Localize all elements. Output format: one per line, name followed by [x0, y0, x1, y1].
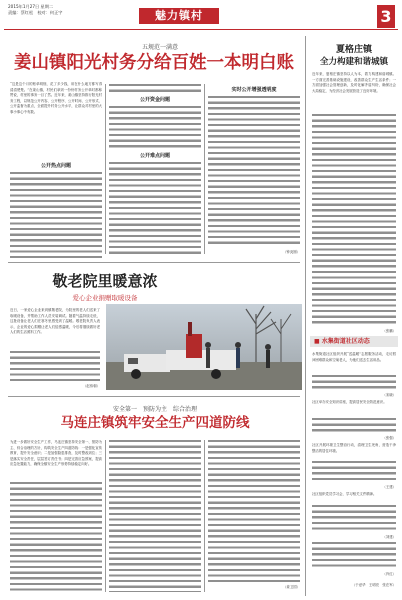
safety-byline: （姜卫国） [283, 585, 300, 589]
senior-text-col [10, 351, 100, 381]
senior-body: 近日，一家爱心企业来到镇敬老院，为院里的老人们送来了取暖设备，并帮助工作人员安装调试。随着气温持续走低，这批设备让老人们在寒冬里感受到了温暖。敬老院负责人表示，企业的爱心捐赠让老人们倍感温暖，今后将继续做好老人们的生活照料工作。 [10, 308, 100, 335]
lead-text-col-3 [208, 96, 300, 246]
lead-intro: “这是这个月的账单明细，花了多少钱，用在什么地方都写得清清楚楚。”在姜山镇，村民们拿到一份份村务公开单时都称赞说，村里的事务一目了然。近年来，姜山镇坚持推行阳光村务工程，以规范公开内容、公开程序、公开时间、公开形式、公开监督为重点，全面提升村务公开水平，让群众对村里的大事小事心中有数。 [10, 82, 102, 114]
street-news-byline-4: （刘建） [382, 535, 396, 539]
street-news-text [312, 375, 396, 391]
right-headline-2: 全力构建和谐城镇 [319, 57, 388, 67]
street-news-text [312, 542, 396, 570]
lead-subhead-3: 公开难点问题 [139, 153, 170, 159]
page-header [0, 0, 402, 30]
right-body: 近年来，夏格庄镇坚持以人为本，着力构建和谐城镇。一方面完善基础设施建设，改善群众生产生活条件；一方面加强社会管理创新，及时化解矛盾纠纷，确保社会大局稳定，为经济社会发展营造了良好环境。 [312, 72, 396, 93]
street-news-title: 水集街道社区动态 [321, 338, 370, 345]
column-rule [105, 84, 106, 254]
header-date: 2015年1月27日 星期二 [8, 4, 54, 9]
safety-text-col-3 [208, 440, 300, 582]
lead-text-col-2a [109, 84, 201, 92]
senior-byline: （赵伟朝） [83, 384, 100, 388]
header-rule [4, 29, 398, 30]
lead-subhead-2: 公开资金问题 [139, 97, 170, 103]
safety-kicker: 安全第一 预防为主 综合治理 [112, 406, 197, 413]
senior-subtitle: 爱心企业捐赠取暖设备 [72, 294, 138, 302]
right-column-rule [305, 36, 306, 596]
safety-body: 为进一步做好安全生产工作，马连庄镇坚持安全第一、预防为主、综合治理的方针，构筑安全生产四道防线：一是强化宣传教育，提升安全意识；二是加强隐患排查，及时整改到位；三是落实安全责任，层层签订责任书；四是完善应急预案，提高应急处置能力，确保全镇安全生产形势持续稳定向好。 [10, 440, 102, 467]
street-news-item-1: 水集街道社区组织开展“送温暖”志愿服务活动，走访慰问困难群众和空巢老人，为他们送去生活用品。 [312, 352, 396, 362]
senior-photo [106, 304, 302, 390]
page-number: 3 [377, 5, 395, 28]
column-rule [204, 84, 205, 254]
street-news-header [310, 336, 398, 347]
street-news-byline-2: （张强） [382, 436, 396, 440]
street-news-byline-5: （肖红） [382, 572, 396, 576]
street-news-text [312, 461, 396, 483]
right-text-col [312, 114, 396, 326]
lead-text-col-2b [109, 106, 201, 148]
column-rule [105, 440, 106, 592]
section-divider [8, 262, 300, 263]
safety-text-col-1 [10, 482, 102, 592]
header-meta [8, 4, 62, 16]
street-news-marker: ■ [314, 338, 320, 345]
column-rule [204, 440, 205, 592]
street-news-byline-3: （王建） [382, 485, 396, 489]
street-news-item-3: 社区开展环境卫生整治行动，清理卫生死角，营造干净整洁的居住环境。 [312, 443, 396, 453]
lead-kicker: 五规范一满意 [141, 44, 178, 51]
street-news-text [312, 505, 396, 533]
section-title: 魅力镇村 [139, 8, 219, 24]
right-byline: （张鹏） [382, 329, 396, 333]
section-divider [8, 396, 300, 397]
lead-subhead-4: 实时公开增强透明度 [231, 87, 277, 93]
street-news-text [312, 418, 396, 434]
lead-text-col-1 [10, 172, 102, 258]
safety-text-col-2 [109, 440, 201, 592]
street-news-item-4: 社区组织党员学习会，学习相关文件精神。 [312, 492, 377, 496]
senior-photo-image [106, 304, 302, 390]
right-headline-1: 夏格庄镇 [335, 45, 372, 55]
lead-headline: 姜山镇阳光村务分给百姓一本明白账 [14, 53, 294, 73]
street-news-signature: （于爱华 王明亮 张在军） [351, 583, 396, 587]
lead-subhead-1: 公开热点问题 [40, 163, 71, 169]
safety-headline: 马连庄镇筑牢安全生产四道防线 [60, 415, 250, 431]
lead-byline: （钟炎刚） [283, 250, 300, 254]
header-editors: 责编：蔡红松 校对：何正宇 [8, 10, 63, 15]
senior-headline: 敬老院里暖意浓 [52, 272, 158, 290]
street-news-byline-1: （宋晓） [382, 393, 396, 397]
lead-text-col-2c [109, 162, 201, 256]
street-news-item-2: 社区举办安全知识讲座，提高居民安全防范意识。 [312, 400, 387, 404]
